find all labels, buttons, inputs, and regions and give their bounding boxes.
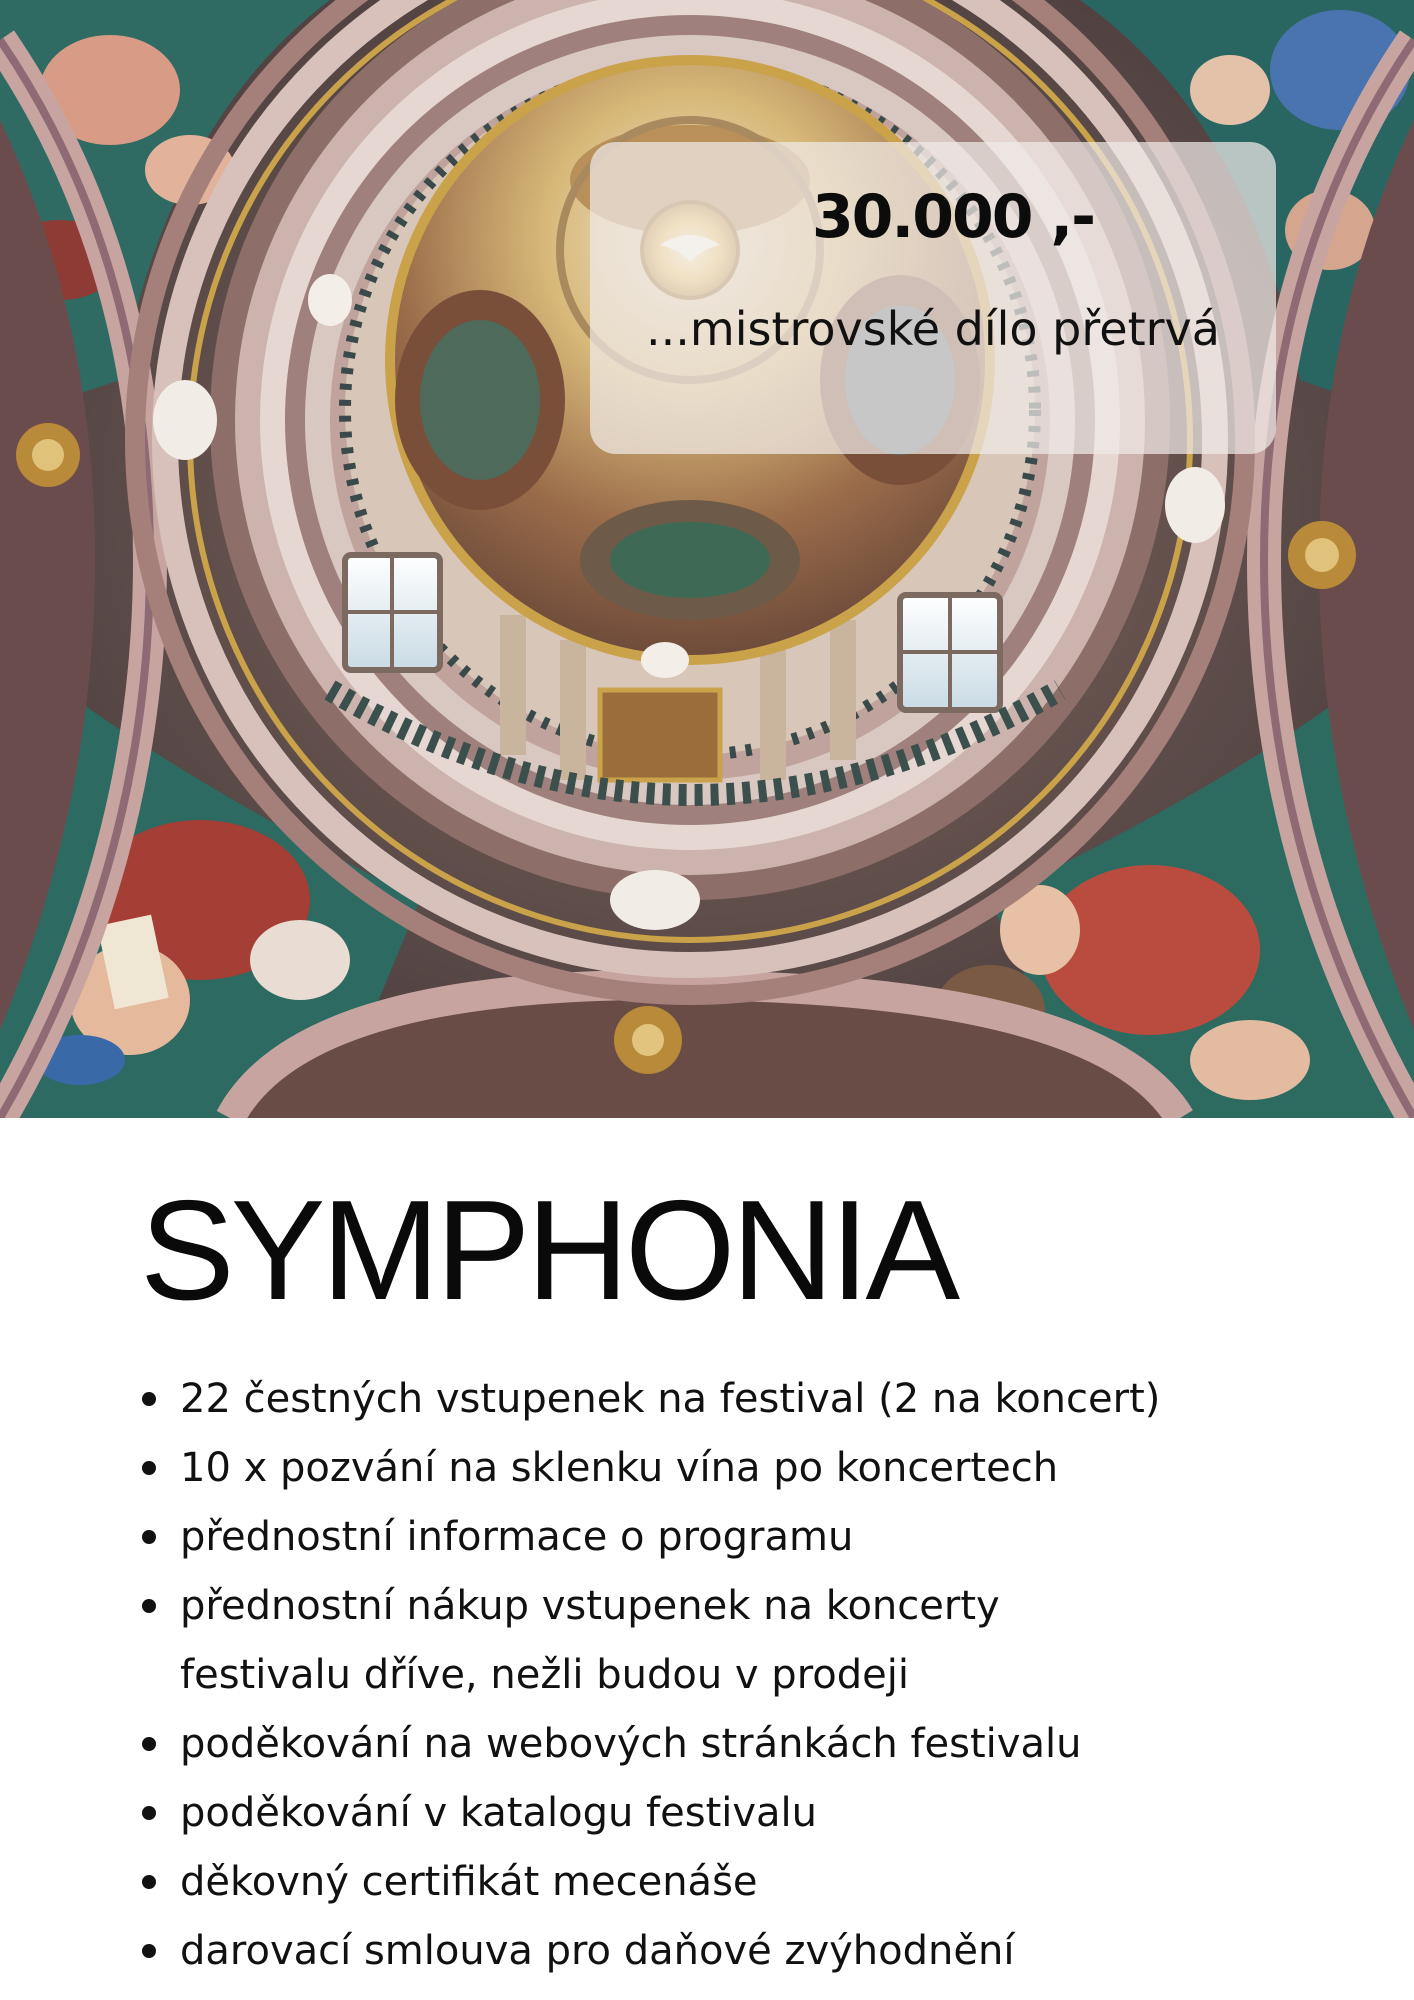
benefit-text: poděkování na webových stránkách festivalu xyxy=(180,1721,1082,1767)
list-item xyxy=(140,1365,1380,1434)
bullet-icon xyxy=(142,1944,156,1958)
bullet-icon xyxy=(142,1806,156,1820)
benefit-text: 22 čestných vstupenek na festival (2 na koncert) xyxy=(180,1376,1161,1422)
bullet-icon xyxy=(142,1875,156,1889)
benefit-list xyxy=(140,1365,1380,1986)
benefit-text: děkovný certifikát mecenáše xyxy=(180,1859,758,1905)
list-item xyxy=(140,1779,1380,1848)
bullet-icon xyxy=(142,1530,156,1544)
benefit-text: přednostní nákup vstupenek na koncerty xyxy=(180,1583,1000,1629)
list-item xyxy=(140,1572,1380,1710)
benefit-text: přednostní informace o programu xyxy=(180,1514,854,1560)
benefit-text: 10 x pozvání na sklenku vína po koncertech xyxy=(180,1445,1059,1491)
list-item xyxy=(140,1710,1380,1779)
bullet-icon xyxy=(142,1599,156,1613)
price-amount: 30.000 ,- xyxy=(811,182,1095,252)
list-item xyxy=(140,1848,1380,1917)
list-item xyxy=(140,1917,1380,1986)
package-title: SYMPHONIA xyxy=(140,1171,957,1330)
list-item xyxy=(140,1434,1380,1503)
bullet-icon xyxy=(142,1461,156,1475)
tagline: ...mistrovské dílo přetrvá xyxy=(646,302,1220,356)
benefit-text: darovací smlouva pro daňové zvýhodnění xyxy=(180,1928,1015,1974)
price-box xyxy=(590,142,1276,454)
benefit-text: festivalu dříve, nežli budou v prodeji xyxy=(180,1652,909,1698)
bullet-icon xyxy=(142,1737,156,1751)
benefit-text: poděkování v katalogu festivalu xyxy=(180,1790,818,1836)
bullet-icon xyxy=(142,1392,156,1406)
list-item xyxy=(140,1503,1380,1572)
